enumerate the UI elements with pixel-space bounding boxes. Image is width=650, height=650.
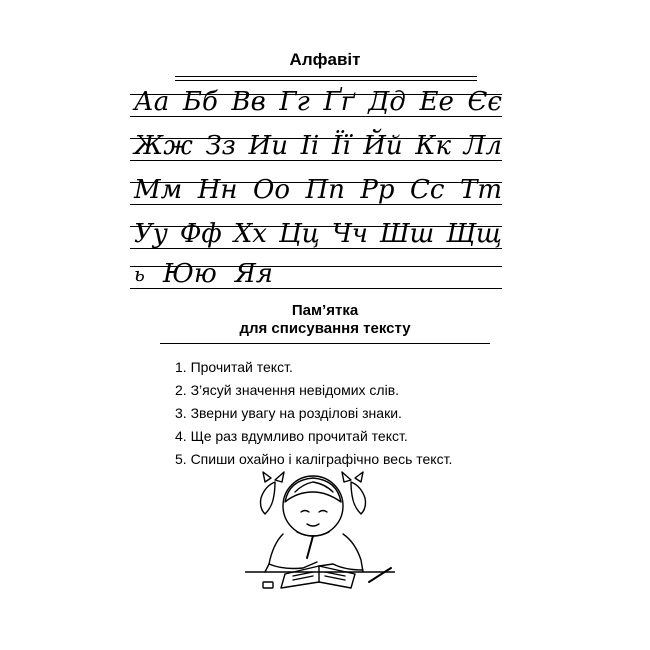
- letter-pair: Рр: [360, 175, 395, 205]
- memo-step: 4. Ще раз вдумливо прочитай текст.: [175, 428, 408, 444]
- memo-step: 2. З’ясуй значення невідомих слів.: [175, 382, 400, 398]
- letter-pair: Іі: [300, 131, 320, 161]
- letter-pair: Щщ: [446, 219, 502, 249]
- alphabet-row-1: [130, 87, 502, 124]
- memo-rule: [160, 343, 490, 344]
- memo-step: 3. Зверни увагу на розділові знаки.: [175, 405, 402, 421]
- letter-pair: Кк: [415, 131, 451, 161]
- letter-pair: Чч: [331, 219, 368, 249]
- letter-pair: Вв: [231, 87, 266, 117]
- letter-pair: Йй: [363, 131, 403, 161]
- memo-title: [0, 302, 650, 338]
- letter-pair: Бб: [182, 87, 218, 117]
- letter-pair: Оо: [253, 175, 290, 205]
- alphabet-title: Алфавіт: [289, 50, 361, 69]
- letter-pair: Юю: [162, 259, 217, 289]
- letter-pair: Яя: [234, 259, 274, 289]
- letter-pair: Лл: [463, 131, 502, 161]
- letter-pair: Аа: [134, 87, 170, 117]
- alphabet-letters: [134, 172, 502, 208]
- alphabet-row-5: [130, 259, 502, 296]
- letter-pair: Зз: [205, 131, 236, 161]
- alphabet-letters: [134, 256, 502, 292]
- letter-pair: Пп: [305, 175, 345, 205]
- memo-step: 1. Прочитай текст.: [175, 359, 293, 375]
- letter-pair: Дд: [368, 87, 406, 117]
- letter-pair: Єє: [467, 87, 502, 117]
- alphabet-row-2: [130, 131, 502, 168]
- memo-steps: [175, 356, 452, 471]
- alphabet-row-3: [130, 175, 502, 212]
- girl-writing-icon: [245, 468, 395, 593]
- letter-pair: Мм: [134, 175, 183, 205]
- memo-title-line-1: Пам’ятка: [291, 302, 359, 319]
- letter-pair: Хх: [233, 219, 267, 249]
- letter-pair: Уу: [134, 219, 168, 249]
- letter-pair: Нн: [197, 175, 238, 205]
- letter-pair: ь: [134, 262, 145, 286]
- alphabet-letters: [134, 216, 502, 252]
- letter-pair: Тт: [460, 175, 502, 205]
- letter-pair: Цц: [278, 219, 320, 249]
- letter-pair: Фф: [179, 219, 222, 249]
- letter-pair: Ии: [248, 131, 288, 161]
- title-rule-top: [175, 76, 477, 77]
- letter-pair: Ґґ: [323, 87, 355, 117]
- letter-pair: Шш: [379, 219, 435, 249]
- letter-pair: Її: [331, 131, 351, 161]
- alphabet-letters: [134, 128, 502, 164]
- letter-pair: Ее: [419, 87, 454, 117]
- alphabet-row-4: [130, 219, 502, 256]
- letter-pair: Сс: [410, 175, 445, 205]
- memo-step: 5. Спиши охайно і каліграфічно весь текст.: [175, 451, 453, 467]
- alphabet-letters: [134, 84, 502, 120]
- title-rule-bottom: [175, 80, 477, 81]
- memo-title-line-2: для списування тексту: [239, 320, 411, 337]
- letter-pair: Жж: [134, 131, 193, 161]
- letter-pair: Гг: [279, 87, 310, 117]
